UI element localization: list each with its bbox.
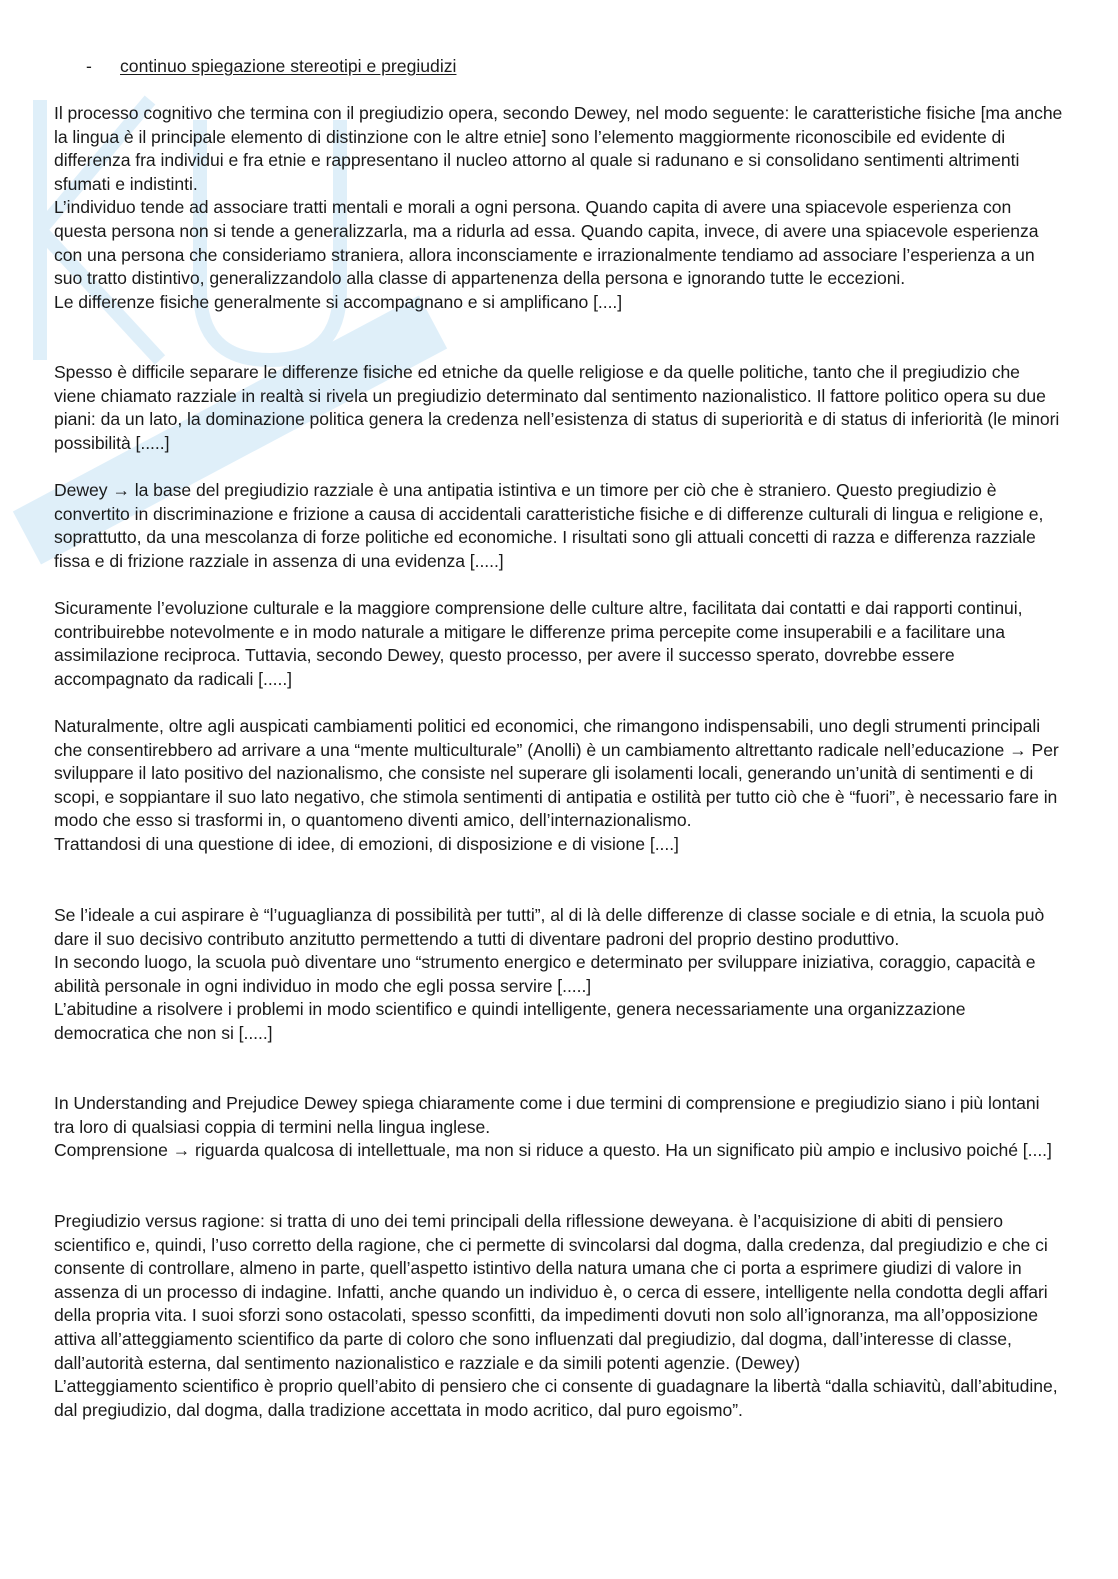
- heading-title: continuo spiegazione stereotipi e pregiudizi: [120, 56, 457, 76]
- paragraph-line: Dewey → la base del pregiudizio razziale è una antipatia istintiva e un timore per ciò che è straniero. Questo pregiudizio è convertito in discriminazione e frizione a causa di accidentali caratteristiche fisiche e di differenze culturali di lingua e religione e, soprattutto, da una mescolanza di forze politiche ed economiche. I risultati sono gli attuali concetti di razza e differenza razziale fissa e di frizione razziale in assenza di una evidenza [.....]: [54, 480, 1044, 571]
- paragraph-line: Trattandosi di una questione di idee, di emozioni, di disposizione e di visione [....]: [54, 833, 679, 854]
- paragraph-5: [54, 715, 1064, 857]
- paragraph-line: In Understanding and Prejudice Dewey spiega chiaramente come i due termini di comprensione e pregiudizio siano i più lontani tra loro di qualsiasi coppia di termini nella lingua inglese.: [54, 1093, 1040, 1137]
- paragraph-line: Pregiudizio versus ragione: si tratta di uno dei temi principali della riflessione deweyana. è l’acquisizione di abiti di pensiero scientifico e, quindi, l’uso corretto della ragione, che ci permette di svincolarsi dal dogma, dalla credenza, dal pregiudizio e che ci consente di controllare, almeno in parte, quell’aspetto istintivo della natura umana che ci porta a esprimere giudizi di valore in assenza di un processo di indagine. Infatti, anche quando un individuo è, o cerca di essere, intelligente nella condotta degli affari della propria vita. I suoi sforzi sono ostacolati, spesso sconfitti, da impedimenti dovuti non solo all’ignoranza, ma all’opposizione attiva all’atteggiamento scientifico da parte di coloro che sono influenzati dal pregiudizio, dal dogma, dall’interesse di classe, dall’autorità esterna, dal sentimento nazionalistico e razziale e da simili potenti agenzie. (Dewey): [54, 1211, 1048, 1373]
- paragraph-4: [54, 597, 1064, 691]
- paragraph-1: [54, 102, 1064, 314]
- paragraph-line: Le differenze fisiche generalmente si accompagnano e si amplificano [....]: [54, 291, 623, 312]
- paragraph-3: [54, 479, 1064, 573]
- paragraph-line: Sicuramente l’evoluzione culturale e la maggiore comprensione delle culture altre, facilitata dai contatti e dai rapporti continui, contribuirebbe notevolmente e in modo naturale a mitigare le differenze prima percepite come insuperabili e a facilitare una assimilazione reciproca. Tuttavia, secondo Dewey, questo processo, per avere il successo sperato, dovrebbe essere accompagnato da radicali [.....]: [54, 598, 1023, 689]
- paragraph-line: Se l’ideale a cui aspirare è “l’uguaglianza di possibilità per tutti”, al di là delle differenze di classe sociale e di etnia, la scuola può dare il suo decisivo contributo anzitutto permettendo a tutti di diventare padroni del proprio destino produttivo.: [54, 905, 1045, 949]
- paragraph-line: Il processo cognitivo che termina con il pregiudizio opera, secondo Dewey, nel modo seguente: le caratteristiche fisiche [ma anche la lingua è il principale elemento di distinzione con le altre etnie] sono l’elemento maggiormente riconoscibile ed evidente di differenza fra individui e fra etnie e rappresentano il nucleo attorno al quale si radunano e si consolidano sentimenti altrimenti sfumati e indistinti.: [54, 103, 1063, 194]
- paragraph-line: L’atteggiamento scientifico è proprio quell’abito di pensiero che ci consente di guadagnare la libertà “dalla schiavitù, dall’abitudine, dal pregiudizio, dal dogma, dalla tradizione accettata in modo acritico, dal puro egoismo”.: [54, 1376, 1058, 1420]
- heading-bullet: -: [86, 56, 92, 76]
- paragraph-line: L’abitudine a risolvere i problemi in modo scientifico e quindi intelligente, genera necessariamente una organizzazione democratica che non si [.....]: [54, 999, 966, 1043]
- paragraph-line: In secondo luogo, la scuola può diventare uno “strumento energico e determinato per sviluppare iniziativa, coraggio, capacità e abilità personale in ogni individuo in modo che egli possa servire [.....]: [54, 952, 1036, 996]
- paragraph-line: Spesso è difficile separare le differenze fisiche ed etniche da quelle religiose e da quelle politiche, tanto che il pregiudizio che viene chiamato razziale in realtà si rivela un pregiudizio determinato dal sentimento nazionalistico. Il fattore politico opera su due piani: da un lato, la dominazione politica genera la credenza nell’esistenza di status di superiorità e di status di inferiorità (le minori possibilità [.....]: [54, 362, 1060, 453]
- paragraph-7: [54, 1092, 1064, 1163]
- paragraph-2: [54, 361, 1064, 455]
- section-heading: [86, 55, 456, 79]
- paragraph-8: [54, 1210, 1064, 1422]
- paragraph-line: Naturalmente, oltre agli auspicati cambiamenti politici ed economici, che rimangono indispensabili, uno degli strumenti principali che consentirebbero ad arrivare a una “mente multiculturale” (Anolli) è un cambiamento altrettanto radicale nell’educazione → Per sviluppare il lato positivo del nazionalismo, che consiste nel superare gli isolamenti locali, generando un’unità di sentimenti e di scopi, e soppiantare il suo lato negativo, che stimola sentimenti di antipatia e ostilità per tutto ciò che è “fuori”, è necessario fare in modo che esso si trasformi in, o quantomeno diventi amico, dell’internazionalismo.: [54, 716, 1059, 831]
- paragraph-line: Comprensione → riguarda qualcosa di intellettuale, ma non si riduce a questo. Ha un significato più ampio e inclusivo poiché [....]: [54, 1140, 1052, 1161]
- paragraph-6: [54, 904, 1064, 1046]
- paragraph-line: L’individuo tende ad associare tratti mentali e morali a ogni persona. Quando capita di avere una spiacevole esperienza con questa persona non si tende a generalizzarla, ma a ridurla ad essa. Quando capita, invece, di avere una spiacevole esperienza con una persona che consideriamo straniera, allora inconsciamente e irrazionalmente tendiamo ad associare l’esperienza a un suo tratto distintivo, generalizzandolo alla classe di appartenenza della persona e ignorando tutte le eccezioni.: [54, 197, 1039, 289]
